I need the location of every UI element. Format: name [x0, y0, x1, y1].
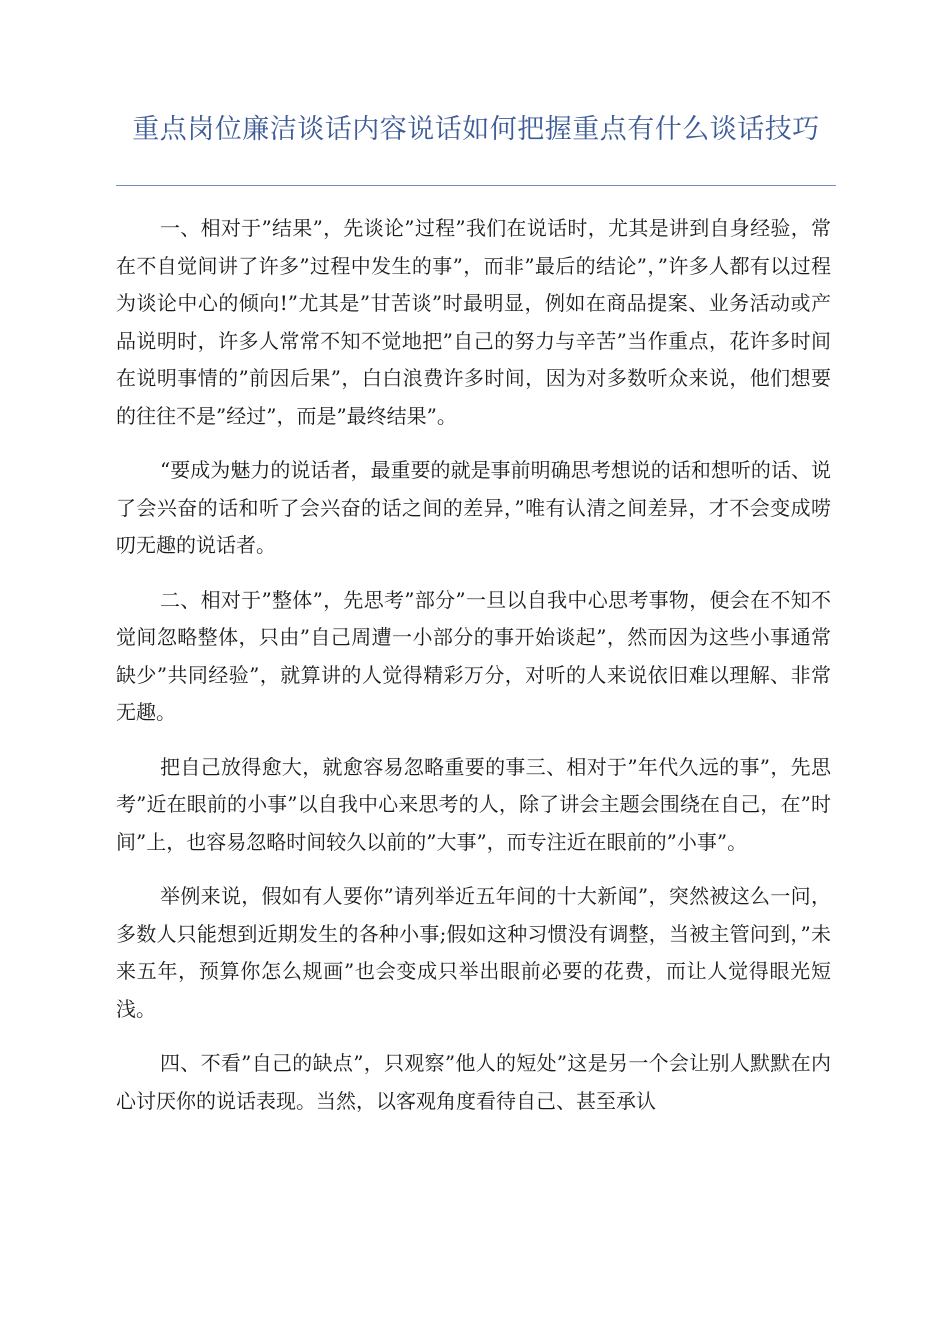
paragraph-5: 举例来说，假如有人要你”请列举近五年间的十大新闻”，突然被这么一问，多数人只能想到近期发生的各种小事;假如这种习惯没有调整，当被主管问到，”未来五年，预算你怎么规画”也会变成只举出眼前必要的花费，而让人觉得眼光短浅。	[116, 884, 831, 1021]
paragraph-2: “要成为魅力的说话者，最重要的就是事前明确思考想说的话和想听的话、说了会兴奋的话和听了会兴奋的话之间的差异，”唯有认清之间差异，才不会变成唠叨无趣的说话者。	[116, 458, 831, 557]
document-body	[116, 210, 831, 1137]
document-title: 重点岗位廉洁谈话内容说话如何把握重点有什么谈话技巧	[132, 114, 820, 145]
title-divider	[116, 185, 836, 186]
paragraph-4: 把自己放得愈大，就愈容易忽略重要的事三、相对于”年代久远的事”，先思考”近在眼前的小事”以自我中心来思考的人，除了讲会主题会围绕在自己，在”时间”上，也容易忽略时间较久以前的”大事”，而专注近在眼前的”小事”。	[116, 754, 831, 854]
paragraph-3: 二、相对于”整体”，先思考”部分”一旦以自我中心思考事物，便会在不知不觉间忽略整体，只由”自己周遭一小部分的事开始谈起”，然而因为这些小事通常缺少”共同经验”，就算讲的人觉得精彩万分，对听的人来说依旧难以理解、非常无趣。	[116, 587, 831, 724]
paragraph-1: 一、相对于”结果”，先谈论”过程”我们在说话时，尤其是讲到自身经验，常在不自觉间讲了许多”过程中发生的事”，而非”最后的结论”，”许多人都有以过程为谈论中心的倾向!”尤其是”甘苦谈”时最明显，例如在商品提案、业务活动或产品说明时，许多人常常不知不觉地把”自己的努力与辛苦”当作重点，花许多时间在说明事情的”前因后果”，白白浪费许多时间，因为对多数听众来说，他们想要的往往不是”经过”，而是”最终结果”。	[116, 216, 831, 428]
paragraph-6: 四、不看”自己的缺点”，只观察”他人的短处”这是另一个会让别人默默在内心讨厌你的说话表现。当然，以客观角度看待自己、甚至承认	[116, 1051, 831, 1113]
